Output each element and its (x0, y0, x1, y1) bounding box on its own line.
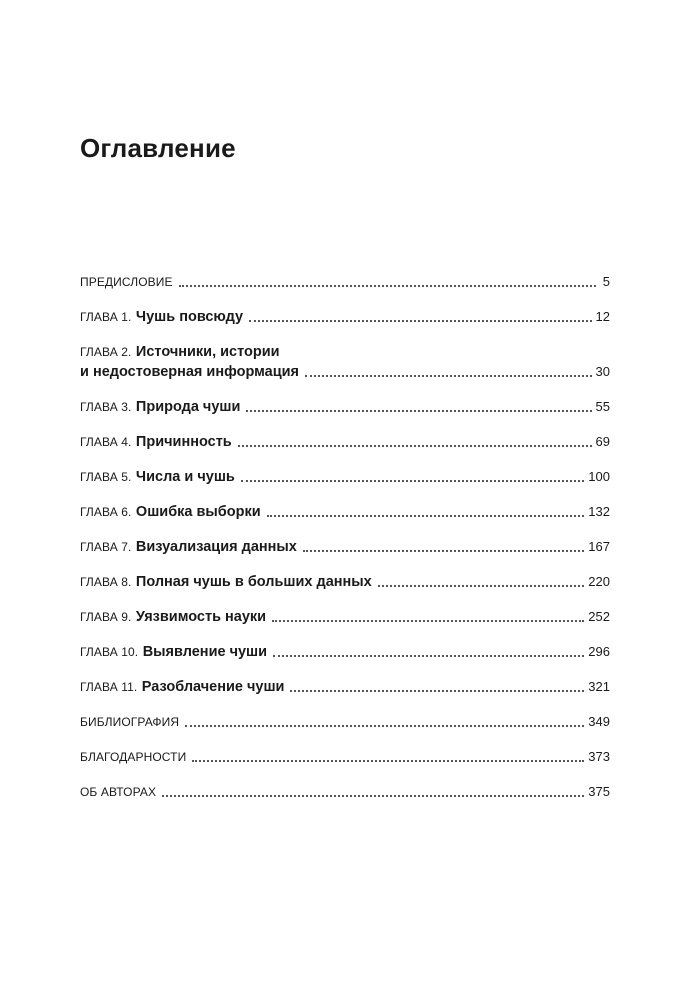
toc-entry-title: Полная чушь в больших данных (135, 574, 372, 590)
toc-entry-label: ПРЕДИСЛОВИЕ (80, 275, 173, 289)
toc-entry-title: Природа чуши (135, 399, 241, 415)
toc-page-number: 252 (588, 609, 610, 624)
dot-leader (179, 285, 596, 287)
toc-entry-title: Визуализация данных (135, 539, 297, 555)
dot-leader (249, 320, 591, 322)
toc-entry-label: БИБЛИОГРАФИЯ (80, 715, 180, 729)
toc-entry-title: Уязвимость науки (135, 609, 267, 625)
toc-page-number: 12 (595, 309, 610, 324)
dot-leader (290, 690, 584, 692)
dot-leader (272, 620, 584, 622)
dot-leader (241, 480, 584, 482)
toc-page-number: 349 (588, 714, 610, 729)
toc-entry-chapter-9 (80, 607, 610, 627)
toc-entry-title: Ошибка выборки (135, 504, 261, 520)
dot-leader (192, 760, 584, 762)
toc-page-number: 132 (588, 504, 610, 519)
toc-page-number: 321 (588, 679, 610, 694)
toc-page-number: 5 (602, 274, 610, 289)
toc-entry-chapter-8 (80, 572, 610, 592)
toc-entry-label: ГЛАВА 2. (80, 345, 132, 359)
toc-entry-label: ГЛАВА 6. (80, 505, 132, 519)
toc-entry-chapter-10 (80, 642, 610, 662)
toc-entry-title-continued: и недостоверная информация (80, 364, 300, 380)
toc-entry-chapter-11 (80, 677, 610, 697)
toc-entry-label: ГЛАВА 7. (80, 540, 132, 554)
toc-entry-label: БЛАГОДАРНОСТИ (80, 750, 187, 764)
toc-entry-label: ГЛАВА 3. (80, 400, 132, 414)
toc-entry-label: ГЛАВА 4. (80, 435, 132, 449)
dot-leader (238, 445, 592, 447)
toc-entry-label: ГЛАВА 10. (80, 645, 139, 659)
toc-entry-title: Числа и чушь (135, 469, 235, 485)
toc-page-number: 375 (588, 784, 610, 799)
toc-entry-chapter-1 (80, 307, 610, 327)
dot-leader (162, 795, 584, 797)
dot-leader (303, 550, 584, 552)
toc-entry-acknowledgements (80, 747, 610, 767)
toc-page-number: 55 (595, 399, 610, 414)
toc-entry-label: ОБ АВТОРАХ (80, 785, 157, 799)
dot-leader (267, 515, 585, 517)
toc-entry-title: Выявление чуши (142, 644, 268, 660)
toc-page-number: 69 (595, 434, 610, 449)
toc-page-number: 373 (588, 749, 610, 764)
page-title: Оглавление (80, 133, 236, 163)
toc-entry-title: Разоблачение чуши (141, 679, 285, 695)
toc-entry-label: ГЛАВА 8. (80, 575, 132, 589)
dot-leader (273, 655, 584, 657)
dot-leader (378, 585, 585, 587)
dot-leader (305, 375, 592, 377)
toc-entry-label: ГЛАВА 9. (80, 610, 132, 624)
toc-page-number: 167 (588, 539, 610, 554)
toc-entry-about-authors (80, 782, 610, 802)
table-of-contents (80, 272, 610, 817)
toc-entry-label: ГЛАВА 5. (80, 470, 132, 484)
toc-entry-bibliography (80, 712, 610, 732)
dot-leader (246, 410, 591, 412)
toc-entry-chapter-4 (80, 432, 610, 452)
toc-entry-preface (80, 272, 610, 292)
toc-entry-label: ГЛАВА 1. (80, 310, 132, 324)
toc-page-number: 220 (588, 574, 610, 589)
toc-entry-title: Причинность (135, 434, 232, 450)
toc-entry-chapter-2 (80, 342, 610, 382)
toc-entry-chapter-7 (80, 537, 610, 557)
toc-entry-title: Чушь повсюду (135, 309, 244, 325)
toc-entry-label: ГЛАВА 11. (80, 680, 138, 694)
toc-entry-chapter-5 (80, 467, 610, 487)
dot-leader (185, 725, 584, 727)
toc-entry-chapter-6 (80, 502, 610, 522)
toc-entry-title: Источники, истории (135, 344, 280, 360)
toc-entry-chapter-3 (80, 397, 610, 417)
toc-page-number: 296 (588, 644, 610, 659)
toc-page-number: 30 (595, 364, 610, 379)
toc-page-number: 100 (588, 469, 610, 484)
